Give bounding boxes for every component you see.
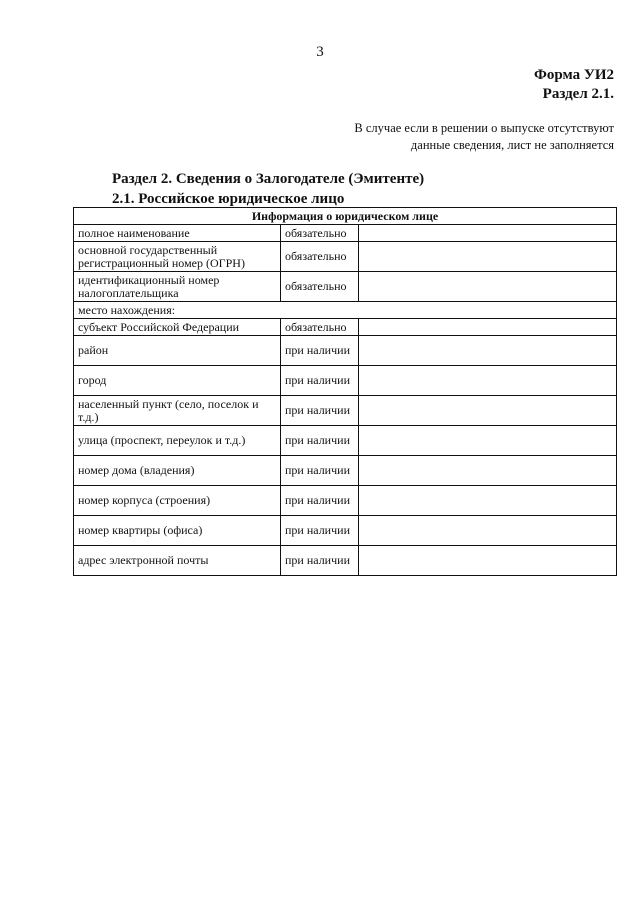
section-title: Раздел 2. Сведения о Залогодателе (Эмитенте) xyxy=(112,171,425,187)
table-row xyxy=(74,319,617,336)
field-value-cell[interactable] xyxy=(359,225,617,242)
field-label: основной государственный регистрационный номер (ОГРН) xyxy=(74,242,281,272)
table-row xyxy=(74,225,617,242)
table-row xyxy=(74,426,617,456)
field-label: улица (проспект, переулок и т.д.) xyxy=(74,426,281,456)
field-value-cell[interactable] xyxy=(359,396,617,426)
fill-note-line-1: В случае если в решении о выпуске отсутствуют xyxy=(354,121,614,135)
field-requirement: обязательно xyxy=(281,319,359,336)
field-requirement: при наличии xyxy=(281,366,359,396)
fill-note-line-2: данные сведения, лист не заполняется xyxy=(410,138,614,152)
form-identifier xyxy=(534,66,614,104)
field-requirement: при наличии xyxy=(281,426,359,456)
field-requirement: при наличии xyxy=(281,336,359,366)
table-row xyxy=(74,456,617,486)
field-requirement: при наличии xyxy=(281,396,359,426)
table-row xyxy=(74,396,617,426)
page-number: 3 xyxy=(316,44,324,60)
field-requirement: обязательно xyxy=(281,242,359,272)
table-row xyxy=(74,242,617,272)
field-value-cell[interactable] xyxy=(359,336,617,366)
table-row xyxy=(74,366,617,396)
field-label: номер дома (владения) xyxy=(74,456,281,486)
field-value-cell[interactable] xyxy=(359,272,617,302)
field-label: субъект Российской Федерации xyxy=(74,319,281,336)
field-requirement: обязательно xyxy=(281,225,359,242)
form-section: Раздел 2.1. xyxy=(542,86,614,102)
field-value-cell[interactable] xyxy=(359,242,617,272)
location-label: место нахождения: xyxy=(74,302,617,319)
field-requirement: при наличии xyxy=(281,456,359,486)
field-label: адрес электронной почты xyxy=(74,546,281,576)
field-value-cell[interactable] xyxy=(359,486,617,516)
field-requirement: при наличии xyxy=(281,516,359,546)
table-header-row xyxy=(74,208,617,225)
field-label: идентификационный номер налогоплательщика xyxy=(74,272,281,302)
field-label: город xyxy=(74,366,281,396)
legal-entity-info-table xyxy=(73,207,617,576)
location-row xyxy=(74,302,617,319)
table-row xyxy=(74,272,617,302)
field-label: район xyxy=(74,336,281,366)
field-requirement: обязательно xyxy=(281,272,359,302)
field-label: номер корпуса (строения) xyxy=(74,486,281,516)
table-row xyxy=(74,516,617,546)
field-value-cell[interactable] xyxy=(359,456,617,486)
field-requirement: при наличии xyxy=(281,486,359,516)
field-label: номер квартиры (офиса) xyxy=(74,516,281,546)
field-label: населенный пункт (село, поселок и т.д.) xyxy=(74,396,281,426)
field-value-cell[interactable] xyxy=(359,319,617,336)
field-requirement: при наличии xyxy=(281,546,359,576)
form-title: Форма УИ2 xyxy=(533,67,614,83)
field-value-cell[interactable] xyxy=(359,426,617,456)
field-value-cell[interactable] xyxy=(359,366,617,396)
table-header: Информация о юридическом лице xyxy=(74,208,617,225)
table-row xyxy=(74,486,617,516)
field-value-cell[interactable] xyxy=(359,516,617,546)
field-value-cell[interactable] xyxy=(359,546,617,576)
table-row xyxy=(74,546,617,576)
table-row xyxy=(74,336,617,366)
fill-note xyxy=(354,120,614,154)
field-label: полное наименование xyxy=(74,225,281,242)
subsection-title: 2.1. Российское юридическое лицо xyxy=(112,191,345,207)
